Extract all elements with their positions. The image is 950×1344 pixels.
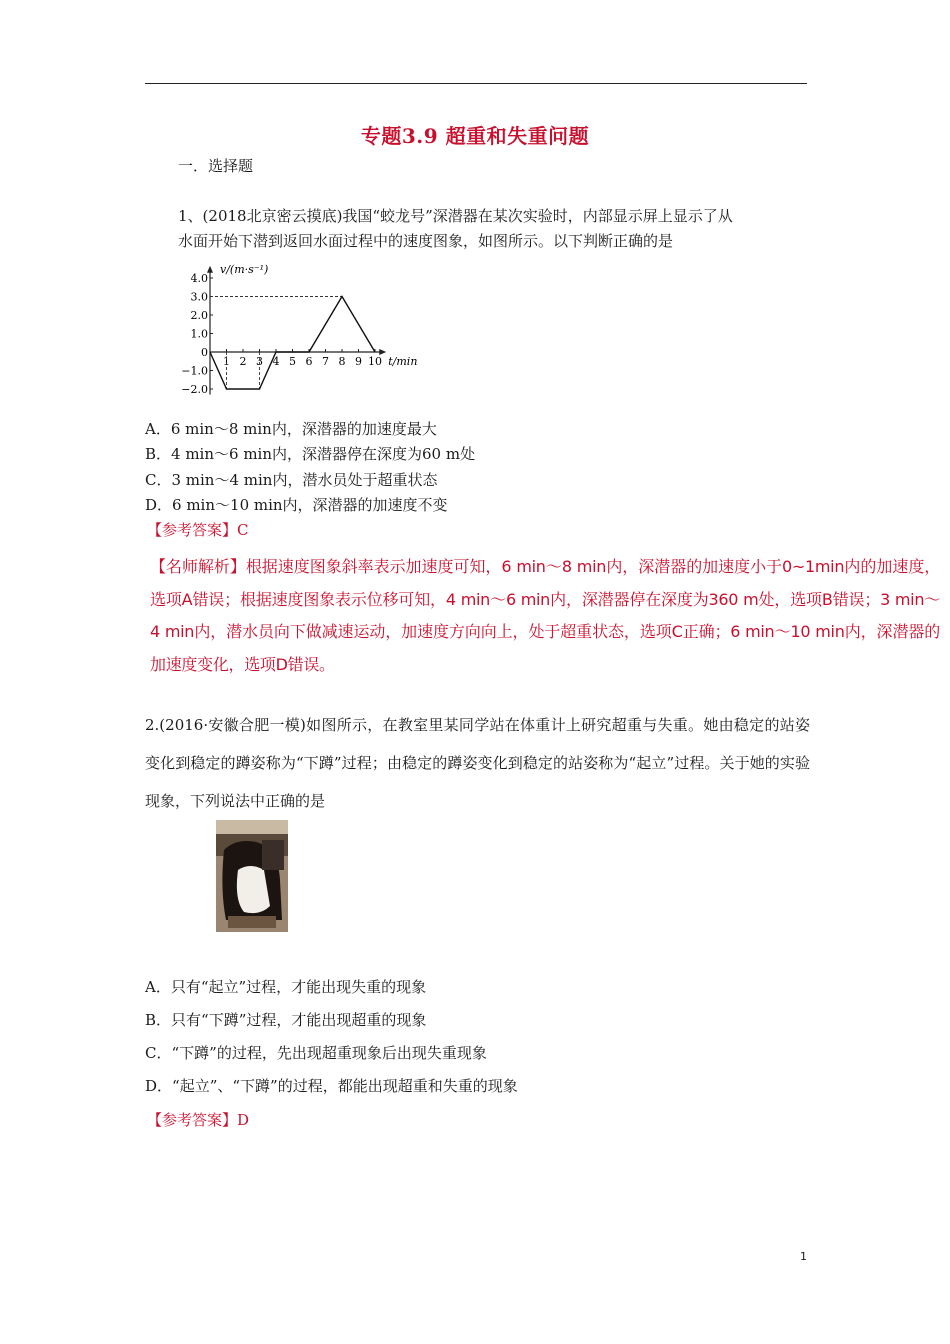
page-number: 1: [800, 1250, 807, 1263]
velocity-time-chart: [180, 258, 430, 408]
page-title: 专题3.9 超重和失重问题: [360, 124, 590, 148]
q2-option-a: A．只有“起立”过程，才能出现失重的现象: [145, 978, 427, 996]
y-tick-label: 3.0: [190, 290, 208, 304]
q1-option-a: A．6 min～8 min内，深潜器的加速度最大: [145, 420, 437, 438]
q2-option-c: C．“下蹲”的过程，先出现超重现象后出现失重现象: [145, 1044, 487, 1062]
q1-analysis: 【名师解析】根据速度图象斜率表示加速度可知，6 min～8 min内，深潜器的加速度小于0~1min内的加速度，选项A错误；根据速度图象表示位移可知，4 min～6 min内，深潜器停在深度为360 m处，选项B错误；3 min～4 min内，潜水员向下做减速运动，加速度方向向上，处于超重状态，选项C正确；6 min～10 min内，深潜器的加速度变化，选项D错误。: [150, 557, 940, 674]
y-axis-label: v/(m·s⁻¹): [220, 262, 269, 276]
x-axis-label: t/min: [388, 355, 418, 368]
q2-stem: 2.(2016·安徽合肥一模)如图所示，在教室里某同学站在体重计上研究超重与失重。她由稳定的站姿变化到稳定的蹲姿称为“下蹲”过程；由稳定的蹲姿变化到稳定的站姿称为“起立”过程。关于她的实验现象，下列说法中正确的是: [145, 716, 810, 810]
q1-option-b: B．4 min～6 min内，深潜器停在深度为60 m处: [145, 445, 476, 463]
x-tick-label: 10: [368, 355, 382, 368]
velocity-series-line: [210, 297, 375, 390]
q2-option-b: B．只有“下蹲”过程，才能出现超重的现象: [145, 1011, 427, 1029]
x-tick-label: 6: [305, 355, 313, 368]
section-heading: 一．选择题: [178, 157, 254, 175]
y-tick-label: 4.0: [190, 272, 208, 285]
q2-option-d: D．“起立”、“下蹲”的过程，都能出现超重和失重的现象: [145, 1077, 518, 1095]
x-tick-label: 4: [272, 355, 280, 368]
x-tick-label: 5: [289, 355, 296, 368]
x-tick-label: 1: [223, 355, 230, 368]
q1-option-d: D．6 min～10 min内，深潜器的加速度不变: [145, 496, 448, 514]
x-tick-label: 3: [256, 355, 263, 368]
q1-answer: 【参考答案】C: [147, 521, 249, 539]
x-tick-label: 2: [239, 355, 247, 368]
q1-option-c: C．3 min～4 min内，潜水员处于超重状态: [145, 471, 438, 489]
x-tick-label: 8: [338, 355, 346, 368]
y-tick-label: 0: [201, 346, 208, 359]
y-tick-label: −1.0: [181, 364, 208, 378]
student-on-scale-photo: [216, 820, 288, 932]
y-tick-label: 2.0: [190, 309, 208, 322]
q2-answer: 【参考答案】D: [147, 1111, 250, 1129]
x-tick-label: 7: [322, 355, 329, 368]
q1-stem-line2: 水面开始下潜到返回水面过程中的速度图象，如图所示。以下判断正确的是: [178, 232, 674, 250]
header-rule: [145, 83, 807, 84]
y-tick-label: 1.0: [190, 327, 208, 341]
x-tick-label: 9: [355, 355, 362, 368]
q1-stem-line1: 1、(2018北京密云摸底)我国“蛟龙号”深潜器在某次实验时，内部显示屏上显示了从: [178, 207, 733, 225]
y-tick-label: −2.0: [181, 383, 208, 396]
